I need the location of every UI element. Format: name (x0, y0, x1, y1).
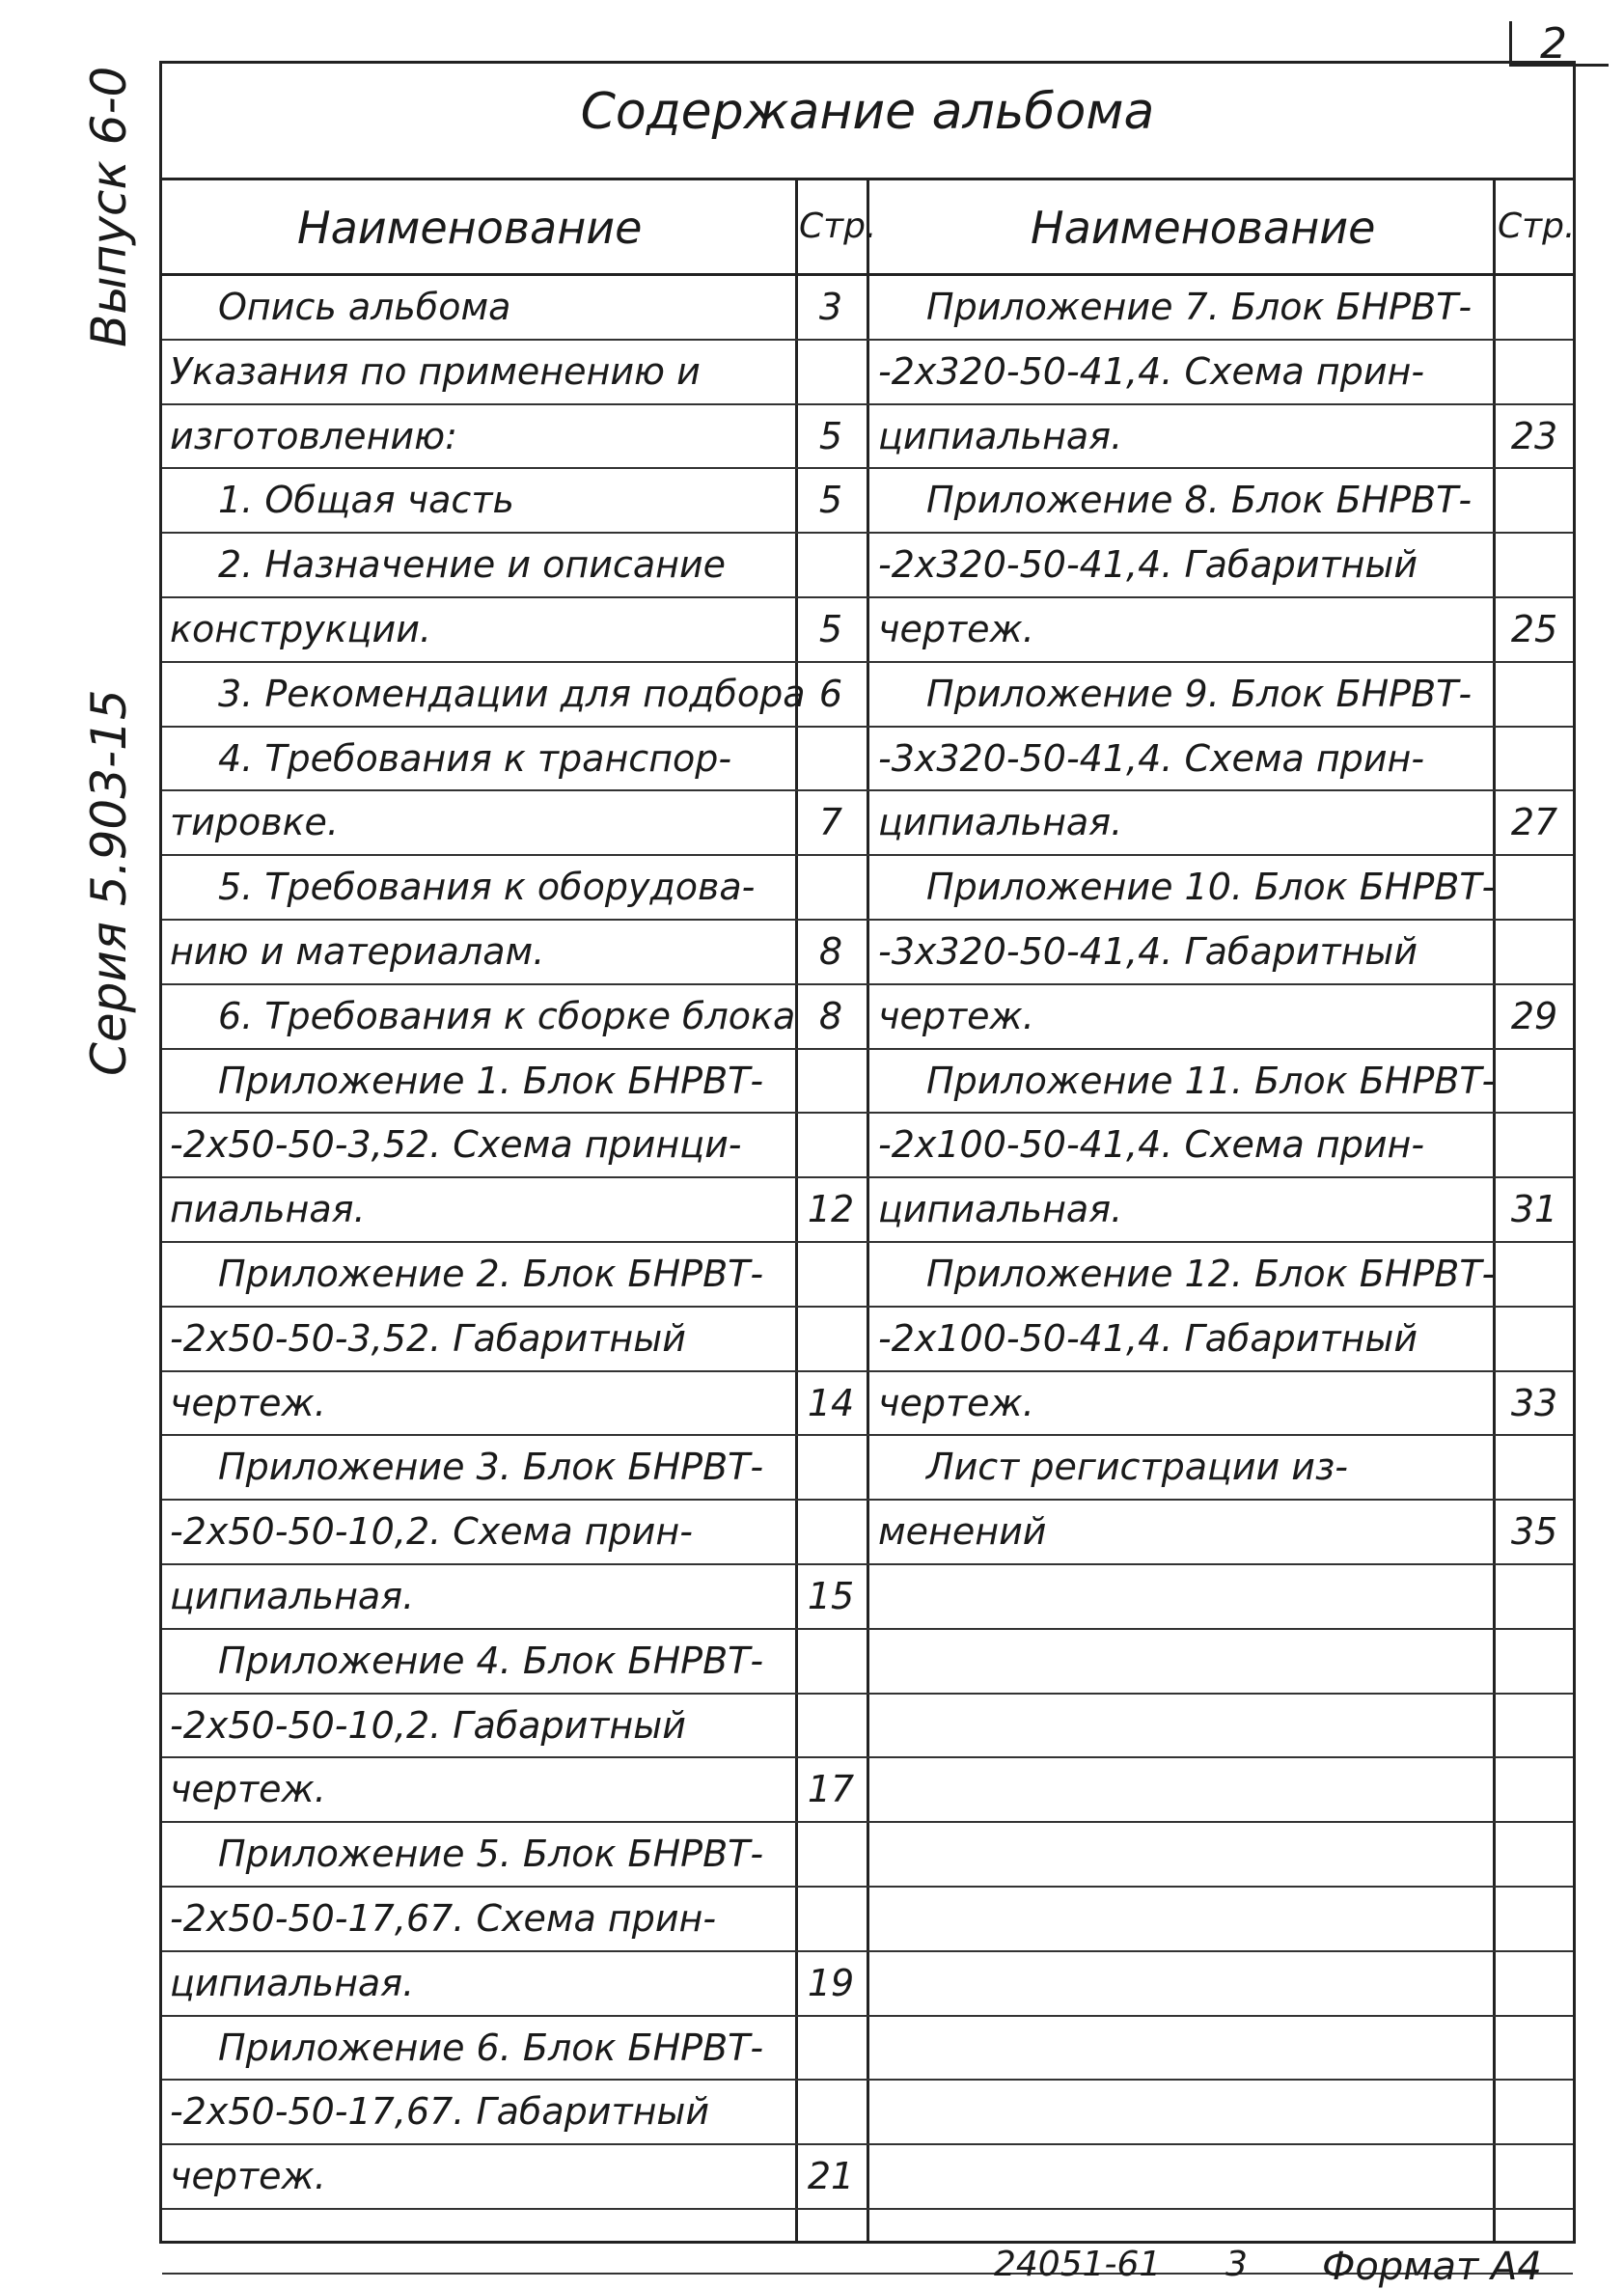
entry-title: Приложение 2. Блок БНРВТ- (218, 1253, 764, 1295)
entry-page: 15 (807, 1575, 855, 1617)
table-row (162, 2145, 1573, 2210)
table-row (162, 534, 1573, 598)
entry-title: -2х100-50-41,4. Схема прин- (878, 1123, 1425, 1167)
entry-page: 3 (818, 286, 843, 328)
row-divider (162, 467, 1573, 469)
row-divider (162, 1048, 1573, 1050)
side-label-series: Серия 5.903-15 (81, 689, 137, 1076)
entry-page: 31 (1510, 1188, 1558, 1231)
entry-title: Приложение 5. Блок БНРВТ- (218, 1833, 764, 1876)
entry-page: 6 (818, 672, 843, 715)
table-row (162, 2081, 1573, 2145)
table-row (162, 469, 1573, 534)
table-row (162, 276, 1573, 341)
entry-title: Приложение 8. Блок БНРВТ- (926, 479, 1473, 522)
entry-title: тировке. (170, 801, 340, 844)
row-divider (162, 1693, 1573, 1695)
table-row (162, 856, 1573, 921)
table-row (162, 341, 1573, 405)
table-row (162, 663, 1573, 728)
entry-title: -2х50-50-3,52. Габаритный (170, 1316, 686, 1360)
entry-title: -2х50-50-10,2. Габаритный (170, 1703, 686, 1747)
sheet-number: 2 (1540, 19, 1567, 69)
entry-title: чертеж. (878, 994, 1034, 1037)
table-row (162, 921, 1573, 985)
entry-title: 1. Общая часть (218, 479, 514, 522)
entry-page: 23 (1510, 414, 1558, 457)
row-divider (162, 1950, 1573, 1952)
row-divider (162, 403, 1573, 405)
entry-title: Приложение 1. Блок БНРВТ- (218, 1059, 764, 1102)
left-name-header: Наименование (297, 202, 643, 254)
entry-title: Приложение 6. Блок БНРВТ- (218, 2026, 764, 2069)
row-divider (162, 726, 1573, 728)
table-row (162, 1114, 1573, 1178)
row-divider (162, 1112, 1573, 1114)
entry-title: изготовлению: (170, 414, 457, 457)
entry-page: 5 (818, 479, 843, 522)
row-divider (162, 789, 1573, 791)
entry-title: -3х320-50-41,4. Габаритный (878, 930, 1418, 973)
row-divider (162, 2143, 1573, 2145)
entry-title: чертеж. (170, 1381, 326, 1424)
table-row (162, 1178, 1573, 1243)
entry-title: пиальная. (170, 1188, 366, 1231)
table-row (162, 1501, 1573, 1565)
entry-page: 14 (807, 1381, 855, 1424)
table-row (162, 1436, 1573, 1501)
entry-title: ципиальная. (878, 801, 1123, 844)
left-page-header: Стр. (799, 207, 877, 246)
entry-page: 19 (807, 1961, 855, 2004)
table-row (162, 598, 1573, 663)
entry-title: -2х50-50-17,67. Схема прин- (170, 1897, 717, 1940)
entry-title: -2х50-50-3,52. Схема принци- (170, 1123, 742, 1167)
entry-title: чертеж. (170, 1768, 326, 1811)
entry-title: нию и материалам. (170, 930, 545, 973)
table-row (162, 791, 1573, 856)
entry-title: конструкции. (170, 608, 431, 650)
row-divider (162, 1628, 1573, 1630)
row-divider (162, 1176, 1573, 1178)
page-title: Содержание альбома (580, 83, 1155, 141)
entry-title: Приложение 7. Блок БНРВТ- (926, 286, 1473, 328)
entry-title: -2х320-50-41,4. Схема прин- (878, 349, 1425, 393)
row-divider (162, 1434, 1573, 1436)
entry-title: ципиальная. (170, 1961, 415, 2004)
row-divider (162, 1563, 1573, 1565)
entry-title: ципиальная. (878, 1188, 1123, 1231)
row-divider (162, 2208, 1573, 2210)
table-row (162, 728, 1573, 792)
table-row (162, 1823, 1573, 1888)
entry-title: чертеж. (878, 608, 1034, 650)
entry-page: 21 (807, 2155, 855, 2198)
row-divider (162, 1241, 1573, 1243)
entry-page: 17 (807, 1768, 855, 1811)
entry-page: 5 (818, 608, 843, 650)
footer-number: 3 (1225, 2245, 1248, 2284)
row-divider (162, 854, 1573, 856)
row-divider (162, 1499, 1573, 1501)
table-row (162, 405, 1573, 470)
row-divider (162, 339, 1573, 341)
table-row (162, 1565, 1573, 1630)
entry-title: -2х320-50-41,4. Габаритный (878, 543, 1418, 587)
entry-title: 4. Требования к транспор- (218, 736, 732, 780)
entry-title: Лист регистрации из- (926, 1446, 1348, 1489)
row-divider (162, 2079, 1573, 2081)
right-name-header: Наименование (1031, 202, 1376, 254)
entry-title: Приложение 4. Блок БНРВТ- (218, 1639, 764, 1682)
row-divider (162, 1821, 1573, 1823)
entry-title: -2х50-50-17,67. Габаритный (170, 2090, 710, 2134)
entry-title: 2. Назначение и описание (218, 543, 727, 587)
entry-title: -2х100-50-41,4. Габаритный (878, 1316, 1418, 1360)
entry-title: чертеж. (878, 1381, 1034, 1424)
entry-page: 12 (807, 1188, 855, 1231)
entry-title: Указания по применению и (170, 349, 701, 393)
row-divider (162, 1756, 1573, 1758)
entry-title: Опись альбома (218, 286, 511, 328)
table-row (162, 1372, 1573, 1437)
footer-code: 24051-61 (994, 2245, 1162, 2284)
table-row (162, 1758, 1573, 1823)
entry-title: -2х50-50-10,2. Схема прин- (170, 1510, 693, 1554)
row-divider (162, 596, 1573, 598)
entry-page: 8 (818, 994, 843, 1037)
entry-page: 5 (818, 414, 843, 457)
table-row (162, 1050, 1573, 1115)
entry-page: 7 (818, 801, 843, 844)
right-page-header: Стр. (1498, 207, 1576, 246)
footer-format: Формат А4 (1322, 2245, 1542, 2289)
entry-page: 33 (1510, 1381, 1558, 1424)
entry-title: Приложение 11. Блок БНРВТ- (926, 1059, 1496, 1102)
entry-page: 35 (1510, 1510, 1558, 1554)
entry-page: 25 (1510, 608, 1558, 650)
table-row (162, 2017, 1573, 2082)
row-divider (162, 919, 1573, 921)
entry-title: 3. Рекомендации для подбора (218, 672, 806, 715)
table-row (162, 1308, 1573, 1372)
entry-title: Приложение 9. Блок БНРВТ- (926, 672, 1473, 715)
table-row (162, 1630, 1573, 1695)
side-label-issue: Выпуск 6-0 (81, 66, 137, 347)
entry-title: 6. Требования к сборке блока (218, 994, 796, 1037)
table-row (162, 1695, 1573, 1759)
table-row (162, 985, 1573, 1050)
table-row (162, 1888, 1573, 1952)
contents-table (159, 61, 1576, 2244)
row-divider (162, 1886, 1573, 1888)
entry-title: Приложение 10. Блок БНРВТ- (926, 866, 1496, 909)
entry-title: Приложение 12. Блок БНРВТ- (926, 1253, 1496, 1295)
row-divider (162, 1306, 1573, 1308)
table-row (162, 1952, 1573, 2017)
entry-title: -3х320-50-41,4. Схема прин- (878, 736, 1425, 780)
row-divider (162, 983, 1573, 985)
entry-title: чертеж. (170, 2155, 326, 2198)
entry-title: Приложение 3. Блок БНРВТ- (218, 1446, 764, 1489)
row-divider (162, 661, 1573, 663)
table-row (162, 1243, 1573, 1308)
entry-page: 27 (1510, 801, 1558, 844)
entry-title: менений (878, 1510, 1047, 1554)
entry-page: 29 (1510, 994, 1558, 1037)
row-divider (162, 532, 1573, 534)
entry-title: 5. Требования к оборудова- (218, 866, 756, 909)
row-divider (162, 2015, 1573, 2017)
entry-page: 8 (818, 930, 843, 973)
row-divider (162, 1370, 1573, 1372)
entry-title: ципиальная. (878, 414, 1123, 457)
entry-title: ципиальная. (170, 1575, 415, 1617)
